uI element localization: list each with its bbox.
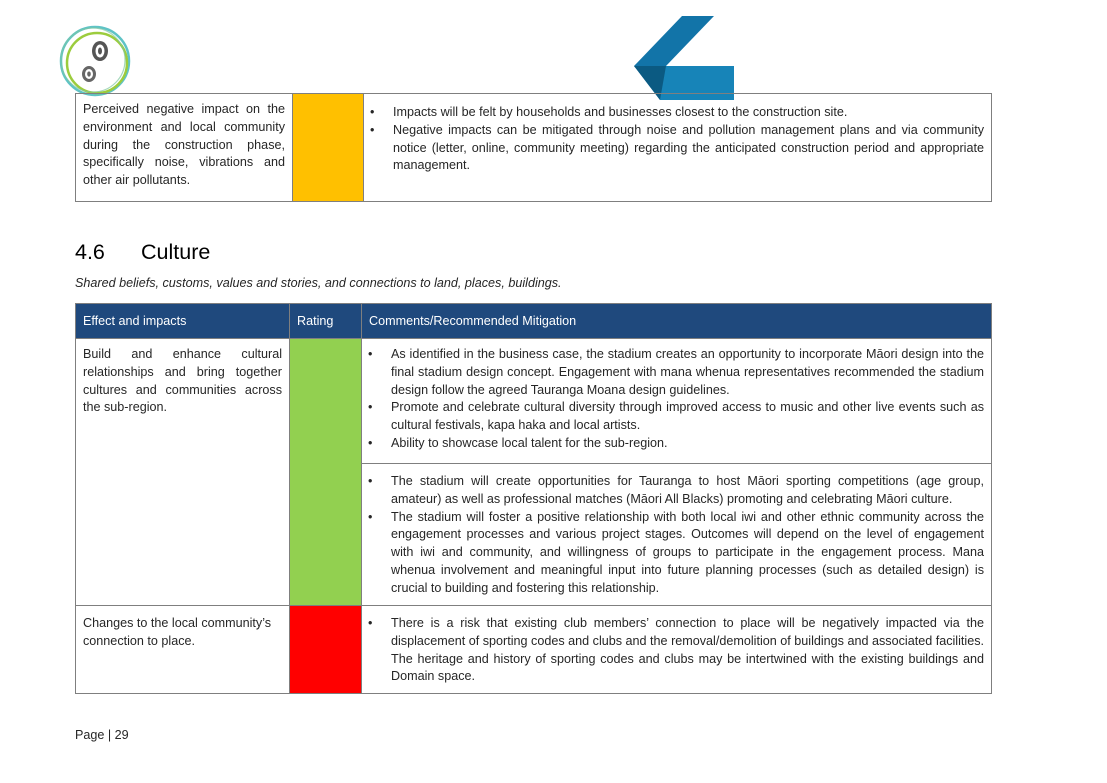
header-effect: Effect and impacts: [76, 304, 290, 339]
rating-cell-red: [290, 606, 362, 694]
effect-text: Perceived negative impact on the environment and local community during the construction phase, specifically noise, vibrations and other air pollutants.: [83, 102, 285, 188]
effect-cell: [76, 339, 290, 606]
blue-angle-logo-icon: [632, 14, 736, 100]
list-item: • The stadium will foster a positive relationship with both local iwi and other ethnic community across the engagement processes and various project stages. Outcomes will depend on the level of engagement with iwi and community, and willingness of groups to participate in the engagement process. Mana whenua involvement and meaningful input into future planning processes (such as detailed design) is crucial to building and fostering this relationship.: [362, 509, 984, 598]
list-item: • Negative impacts can be mitigated through noise and pollution management plans and via community notice (letter, online, community meeting) regarding the anticipated construction period and appropriate management.: [364, 122, 984, 175]
comments-cell: [364, 94, 992, 202]
effect-cell: [76, 94, 293, 202]
section-heading: [75, 240, 210, 265]
section-number: 4.6: [75, 240, 105, 264]
list-item: • Promote and celebrate cultural diversity through improved access to music and other live events such as cultural festivals, kapa haka and local artists.: [362, 399, 984, 435]
effect-text: Changes to the local community’s connection to place.: [83, 616, 272, 648]
header-rating: Rating: [290, 304, 362, 339]
list-item: • Impacts will be felt by households and businesses closest to the construction site.: [364, 104, 984, 122]
comments-cell: [362, 464, 992, 606]
footprints-logo-icon: [58, 24, 134, 98]
list-item: • There is a risk that existing club members’ connection to place will be negatively impacted via the displacement of sporting codes and clubs and the removal/demolition of buildings and associated facilities. The heritage and history of sporting codes and clubs may be intertwined with the existing buildings and Domain space.: [362, 615, 984, 686]
effect-cell: [76, 606, 290, 694]
rating-cell-amber: [293, 94, 364, 202]
rating-cell-green: [290, 339, 362, 606]
section-title: Culture: [141, 240, 211, 264]
page-number: Page | 29: [75, 728, 129, 742]
culture-table: [75, 303, 992, 694]
section-subtitle: Shared beliefs, customs, values and stories, and connections to land, places, buildings.: [75, 276, 562, 290]
comments-cell: [362, 606, 992, 694]
effect-text: Build and enhance cultural relationships and bring together cultures and communities across the sub-region.: [83, 347, 282, 415]
impact-table: [75, 93, 992, 202]
comments-cell: [362, 339, 992, 464]
list-item: • The stadium will create opportunities for Tauranga to host Māori sporting competitions (age group, amateur) as well as professional matches (Māori All Blacks) promoting and celebrating Māori culture.: [362, 473, 984, 509]
list-item: • As identified in the business case, the stadium creates an opportunity to incorporate Māori design into the final stadium design concept. Engagement with mana whenua representatives recommended the stadium design follow the agreed Tauranga Moana design guidelines.: [362, 346, 984, 399]
header-comments: Comments/Recommended Mitigation: [362, 304, 992, 339]
list-item: • Ability to showcase local talent for the sub-region.: [362, 435, 984, 453]
